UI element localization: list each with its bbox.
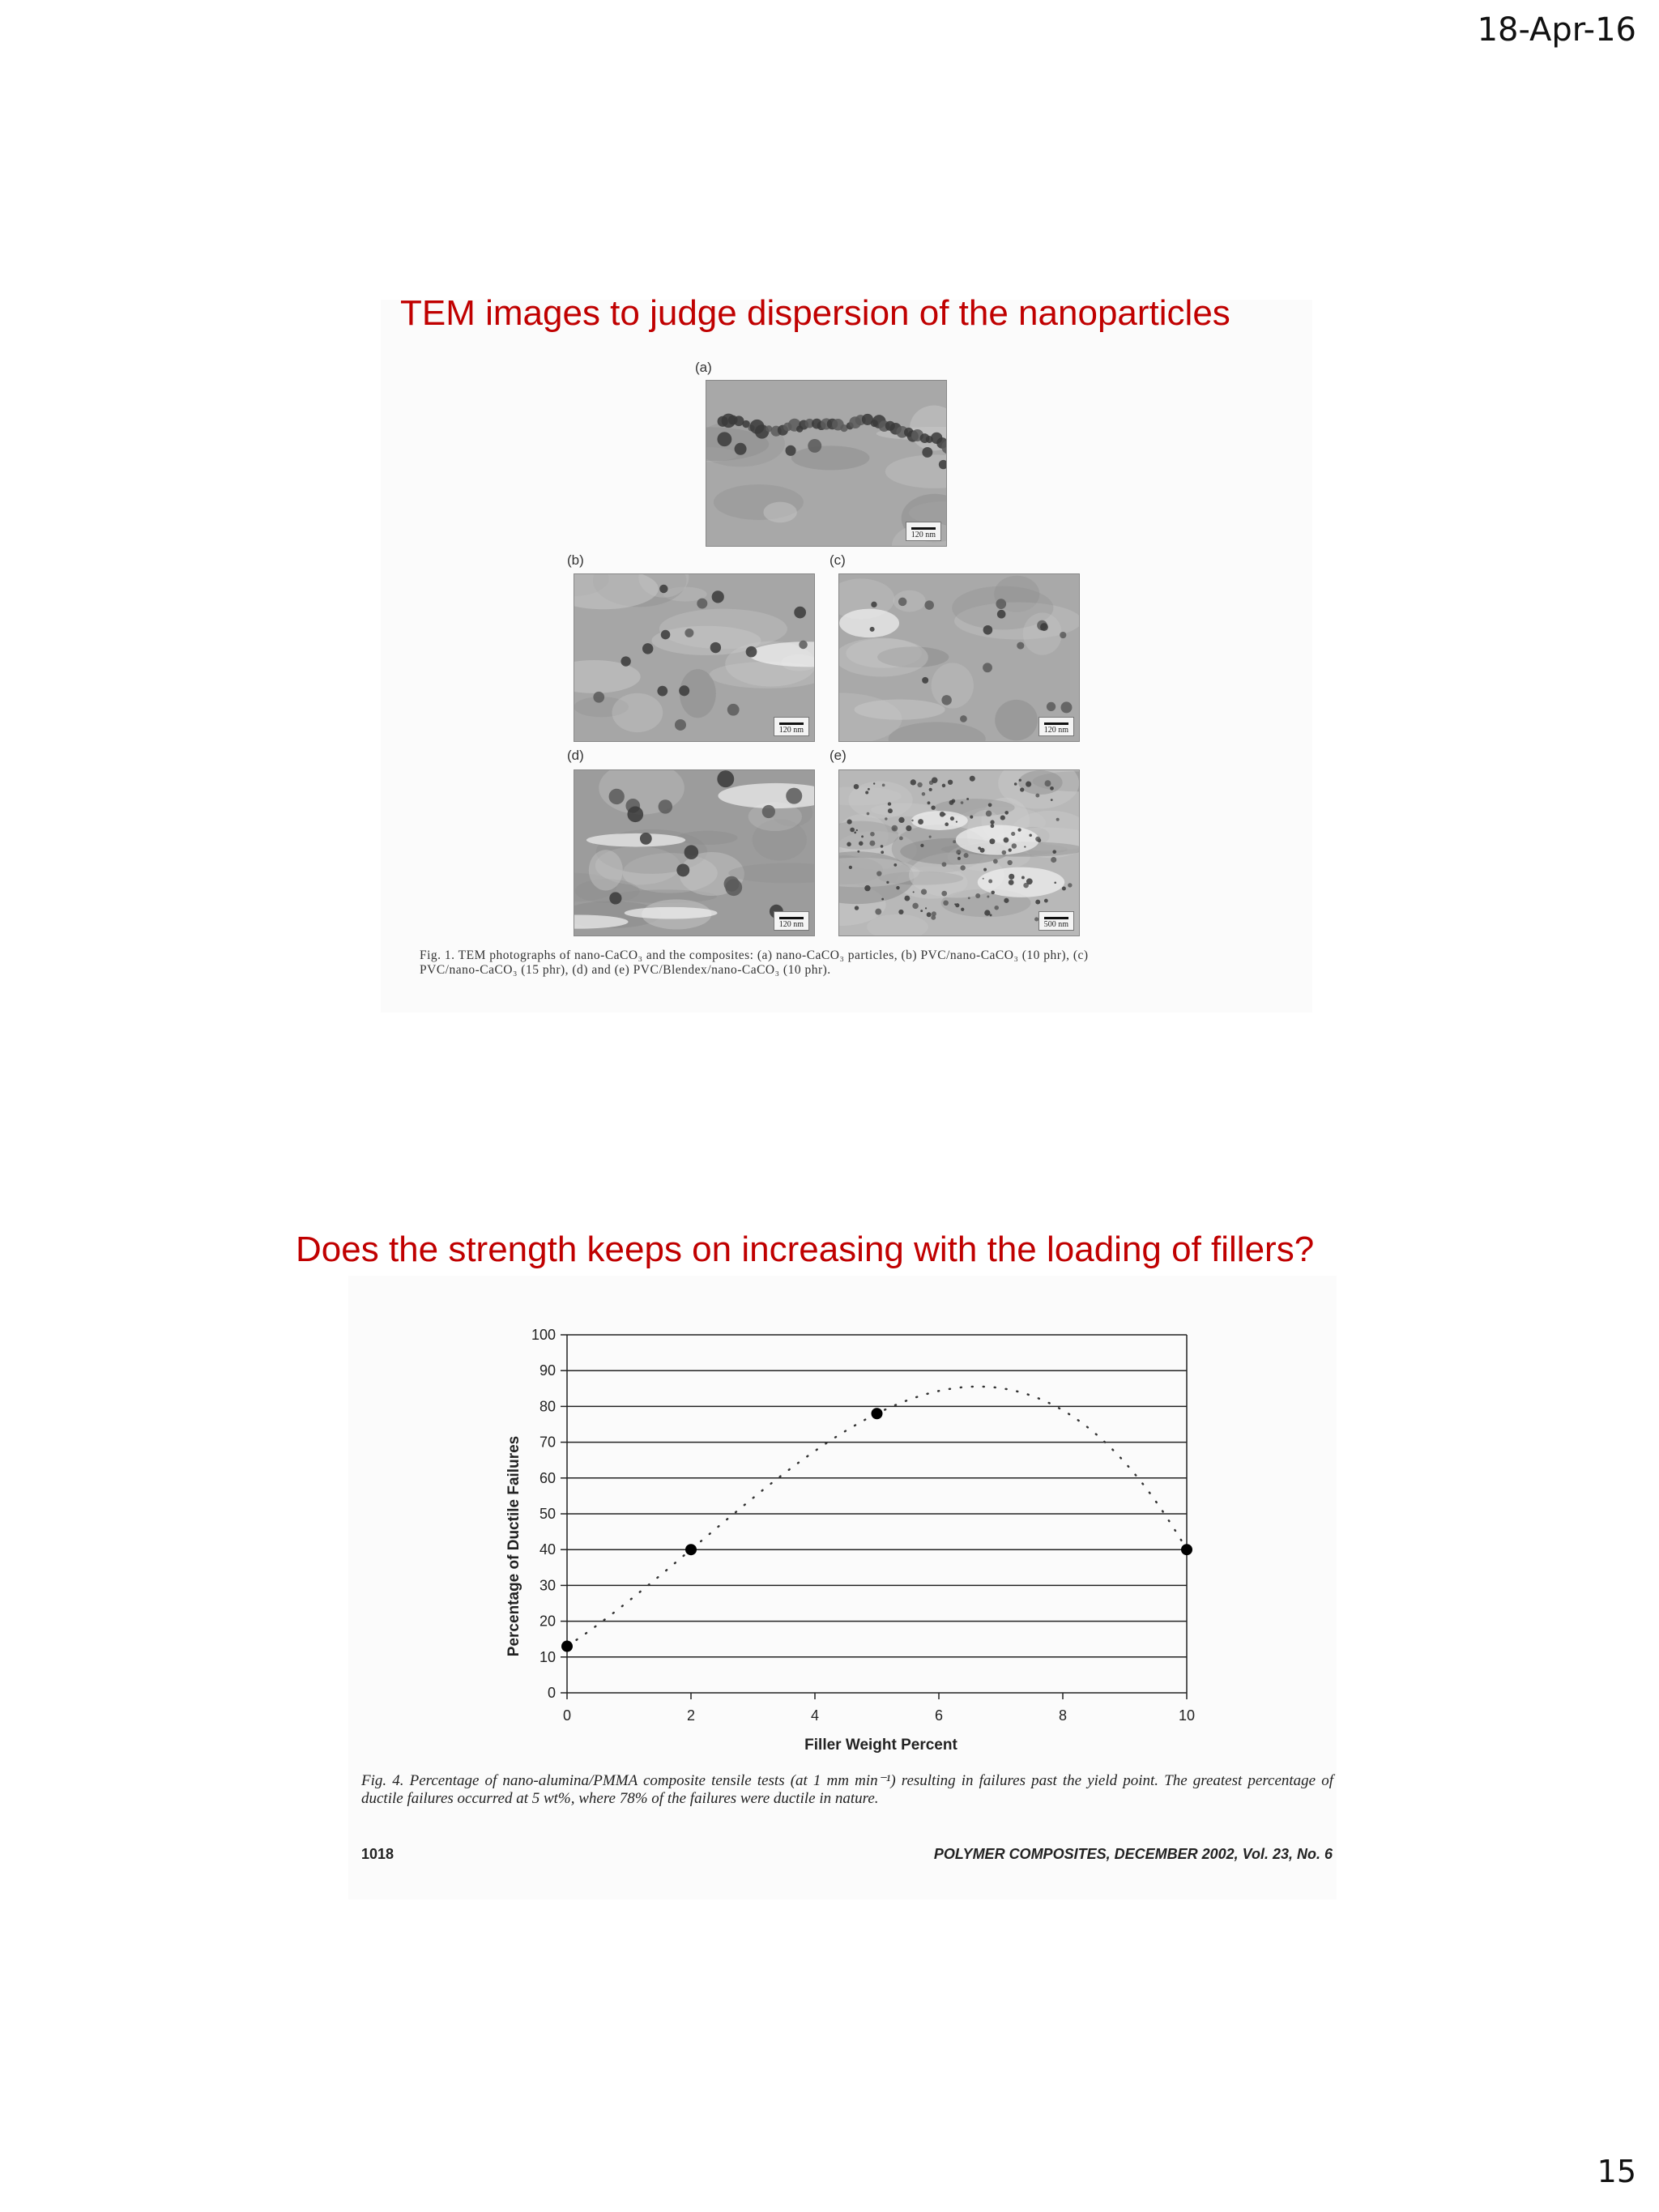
data-point: [1181, 1544, 1192, 1555]
panel-d-label: (d): [567, 748, 584, 763]
data-point: [561, 1641, 573, 1652]
scale-bar-d: 120 nm: [774, 911, 809, 931]
data-point: [685, 1544, 697, 1555]
y-tick-label: 100: [531, 1327, 556, 1343]
section2-heading: Does the strength keeps on increasing with the loading of fillers?: [296, 1230, 1315, 1269]
x-tick-label: 4: [810, 1707, 820, 1724]
x-tick-label: 10: [1178, 1707, 1196, 1724]
scale-bar-b: 120 nm: [774, 717, 809, 736]
panel-e-label: (e): [830, 748, 847, 763]
tem-image-b: [574, 573, 815, 742]
data-point: [872, 1408, 883, 1419]
y-tick-label: 60: [539, 1469, 556, 1486]
tem-image-d: [574, 769, 815, 936]
figure1-caption-line1: Fig. 1. TEM photographs of nano-CaCO₃ and the composites: (a) nano-CaCO₃ particles, (b) PVC/nano-CaCO₃ (10 phr), (c): [420, 948, 1089, 962]
journal-citation: POLYMER COMPOSITES, DECEMBER 2002, Vol. 23, No. 6: [933, 1846, 1333, 1862]
figure1-caption: [420, 948, 1230, 978]
section1-heading: TEM images to judge dispersion of the nanoparticles: [400, 293, 1230, 333]
y-tick-label: 40: [539, 1541, 556, 1558]
tem-image-c: [838, 573, 1080, 742]
panel-b-label: (b): [567, 552, 584, 568]
y-tick-label: 10: [539, 1648, 556, 1665]
y-tick-label: 90: [539, 1362, 556, 1379]
x-tick-label: 0: [562, 1707, 572, 1724]
journal-page-number: 1018: [361, 1846, 394, 1862]
y-tick-label: 20: [539, 1613, 556, 1630]
slide-date: 18-Apr-16: [1477, 11, 1636, 49]
figure1-caption-line2: PVC/nano-CaCO₃ (15 phr), (d) and (e) PVC/Blendex/nano-CaCO₃ (10 phr).: [420, 963, 831, 977]
scale-bar-c: 120 nm: [1038, 717, 1074, 736]
x-tick-label: 6: [934, 1707, 944, 1724]
x-tick-label: 2: [686, 1707, 696, 1724]
x-tick-label: 8: [1058, 1707, 1068, 1724]
trendline: [567, 1387, 1187, 1647]
tem-image-e: [838, 769, 1080, 936]
scale-bar-e: 500 nm: [1038, 911, 1074, 931]
tem-image-a: [706, 380, 947, 547]
ductile-failure-chart: [486, 1312, 1199, 1766]
panel-a-label: (a): [695, 360, 712, 375]
y-tick-label: 80: [539, 1398, 556, 1415]
x-axis-label: Filler Weight Percent: [804, 1737, 957, 1754]
y-tick-label: 70: [539, 1434, 556, 1451]
y-tick-label: 0: [547, 1685, 556, 1701]
y-axis-label: Percentage of Ductile Failures: [505, 1435, 522, 1657]
y-tick-label: 30: [539, 1577, 556, 1594]
panel-c-label: (c): [830, 552, 846, 568]
scale-bar-a: 120 nm: [906, 522, 941, 541]
figure4-caption: Fig. 4. Percentage of nano-alumina/PMMA composite tensile tests (at 1 mm min⁻¹) resulting in failures past the yield point. The greatest percentage of ductile failures occurred at 5 wt%, where 78% of the failures were ductile in nature.: [361, 1772, 1333, 1807]
y-tick-label: 50: [539, 1506, 556, 1522]
slide-page-number: 15: [1597, 2154, 1636, 2189]
